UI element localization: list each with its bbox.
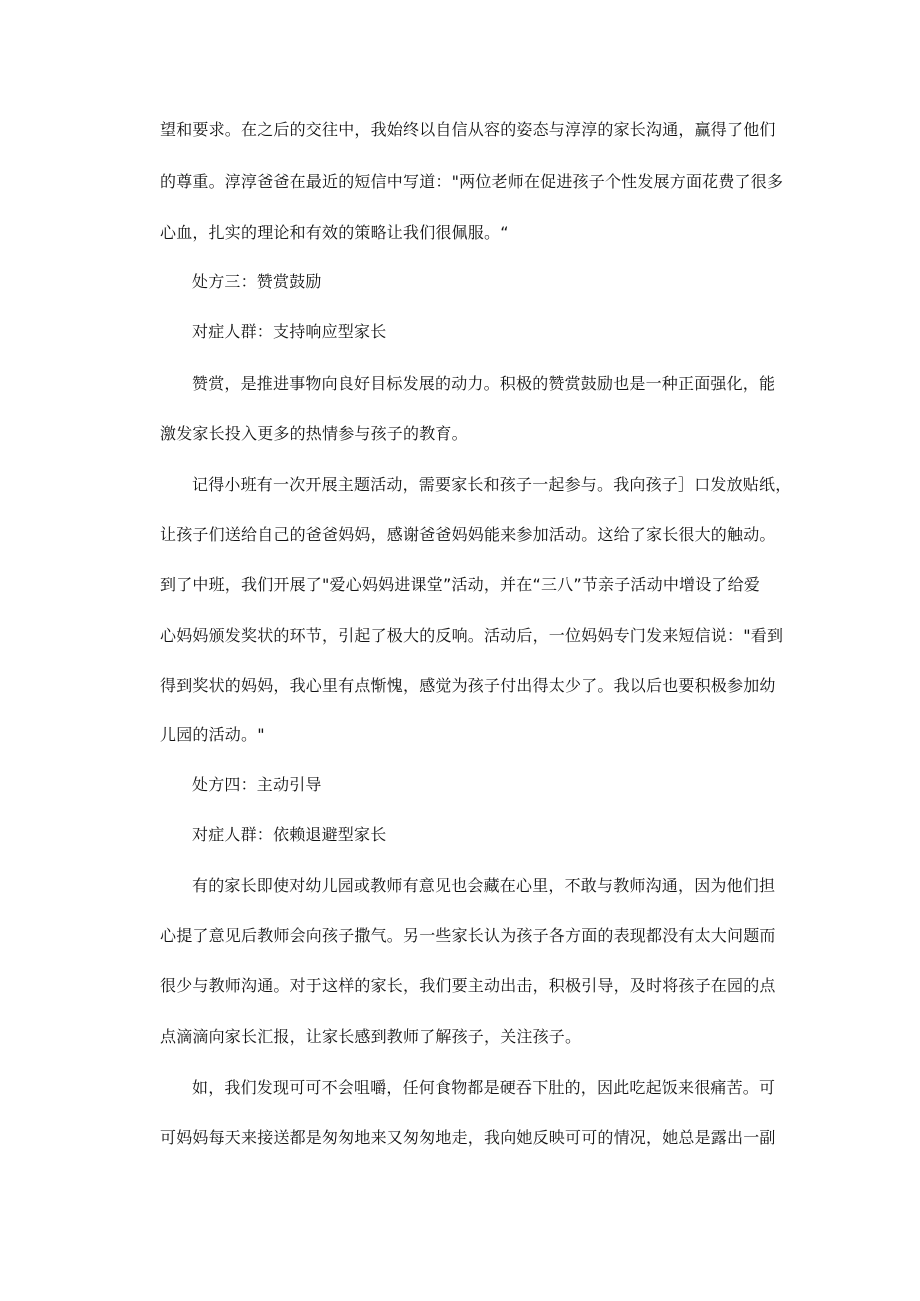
text-line: 得到奖状的妈妈，我心里有点惭愧，感觉为孩子付出得太少了。我以后也要积极参加幼 [160,676,776,695]
section-heading: 处方四：主动引导 [192,775,322,794]
text-line: 如，我们发现可可不会咀嚼，任何食物都是硬吞下肚的，因此吃起饭来很痛苦。可 [192,1078,776,1097]
text-line: 点滴滴向家长汇报，让家长感到教师了解孩子，关注孩子。 [160,1027,582,1046]
text-line: 赞赏，是推进事物向良好目标发展的动力。积极的赞赏鼓励也是一种正面强化，能 [192,374,776,393]
text-line: 让孩子们送给自己的爸爸妈妈，感谢爸爸妈妈能来参加活动。这给了家长很大的触动。 [160,525,776,544]
text-line: 心提了意见后教师会向孩子撒气。另一些家长认为孩子各方面的表现都没有太大问题而 [160,926,776,945]
text-line: 心妈妈颁发奖状的环节，引起了极大的反响。活动后，一位妈妈专门发来短信说："看到 [160,626,784,645]
text-line: 有的家长即使对幼儿园或教师有意见也会藏在心里，不敢与教师沟通，因为他们担 [192,876,776,895]
text-line: 可妈妈每天来接送都是匆匆地来又匆匆地走，我向她反映可可的情况，她总是露出一副 [160,1128,776,1147]
text-line: 到了中班，我们开展了"爱心妈妈进课堂”活动，并在“三八”节亲子活动中增设了给爱 [160,575,761,594]
text-line: 儿园的活动。" [160,725,265,744]
target-group-label: 对症人群：支持响应型家长 [192,322,387,341]
section-heading: 处方三：赞赏鼓励 [192,272,322,291]
text-line: 很少与教师沟通。对于这样的家长，我们要主动出击，积极引导，及时将孩子在园的点 [160,976,776,995]
text-line: 望和要求。在之后的交往中，我始终以自信从容的姿态与淳淳的家长沟通，赢得了他们 [160,120,776,139]
text-line: 心血，扎实的理论和有效的策略让我们很佩服。“ [160,223,509,242]
text-line: 的尊重。淳淳爸爸在最近的短信中写道："两位老师在促进孩子个性发展方面花费了很多 [160,172,784,191]
target-group-label: 对症人群：依赖退避型家长 [192,825,387,844]
text-line: 记得小班有一次开展主题活动，需要家长和孩子一起参与。我向孩子］口发放贴纸， [192,475,792,494]
text-line: 激发家长投入更多的热情参与孩子的教育。 [160,424,468,443]
